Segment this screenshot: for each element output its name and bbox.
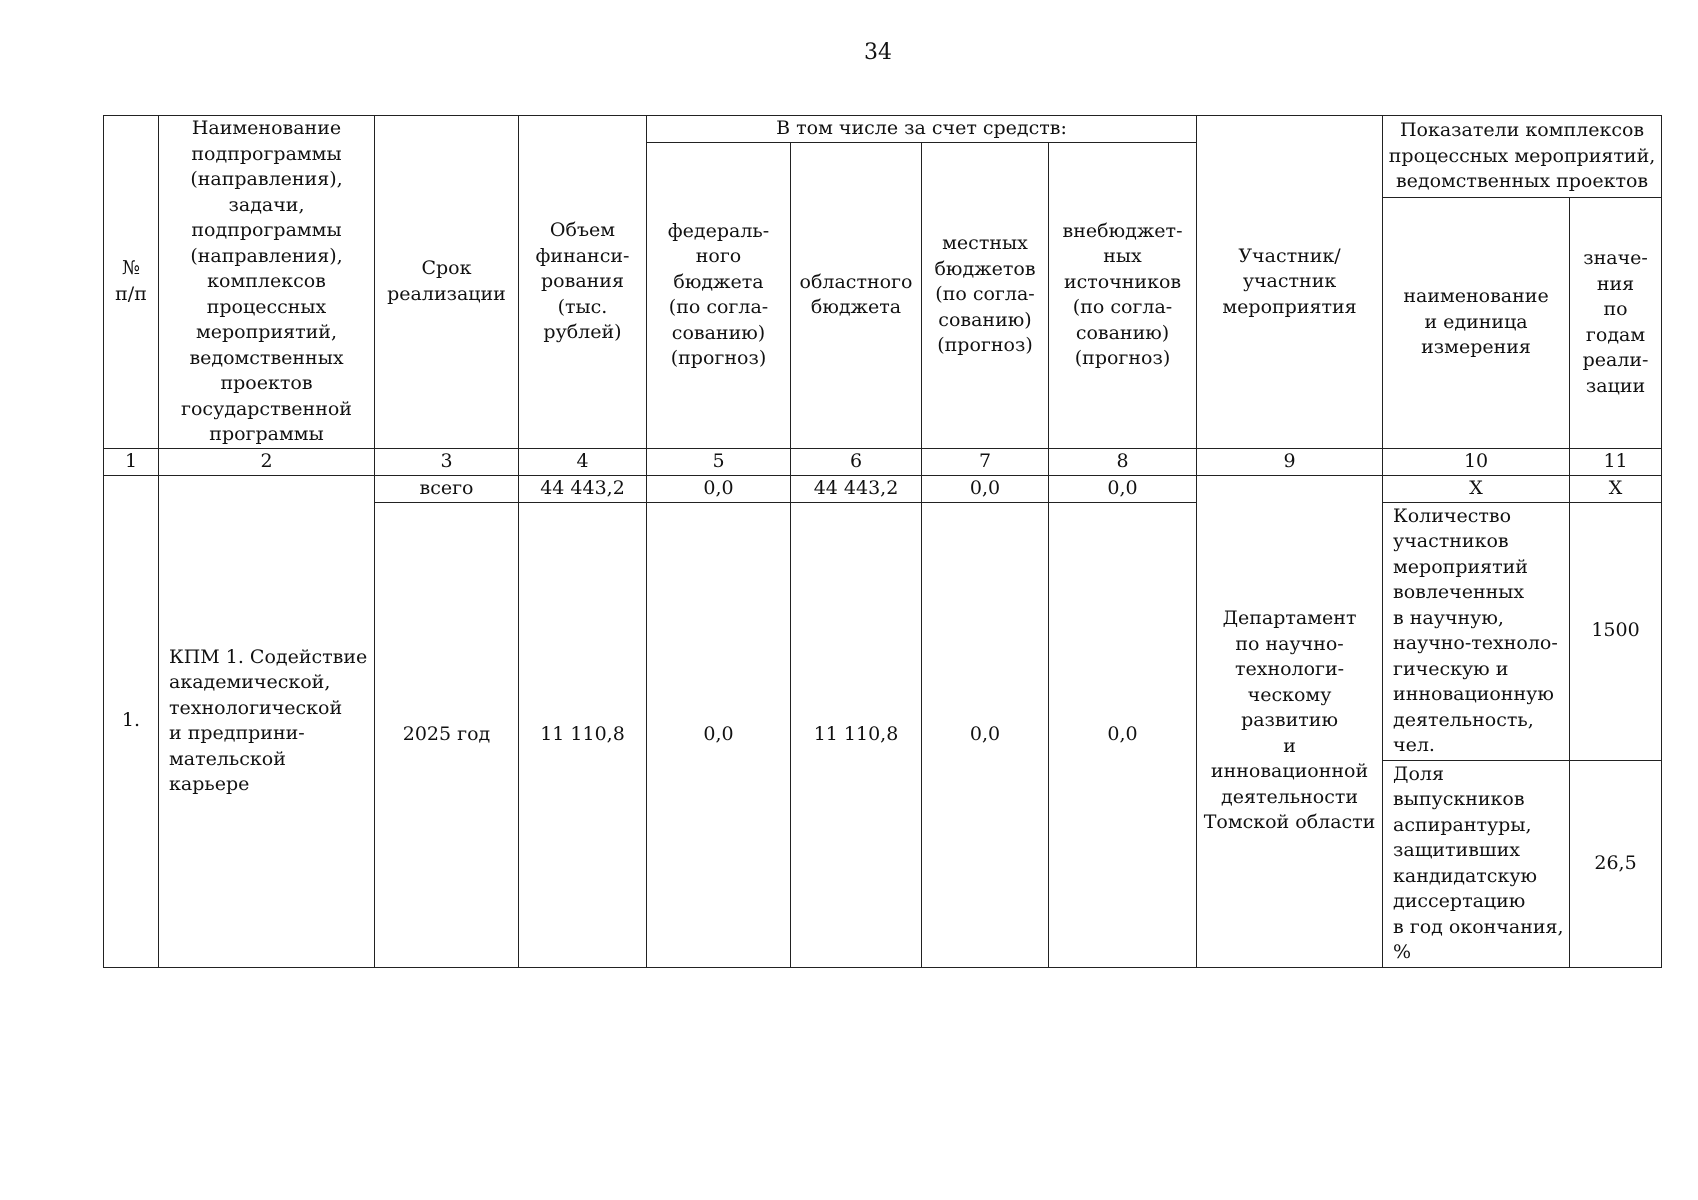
header-funding-group: В том числе за счет средств: <box>647 116 1197 143</box>
column-number: 3 <box>375 448 519 475</box>
column-number: 10 <box>1383 448 1570 475</box>
total-term: всего <box>375 475 519 502</box>
header-local: местных бюджетов (по согла- сованию) (прогноз) <box>922 142 1049 448</box>
total-indicator-value: Х <box>1570 475 1662 502</box>
header-row-1 <box>104 116 1662 143</box>
header-indicators-group: Показатели комплексов процессных мероприятий, ведомственных проектов <box>1383 116 1662 198</box>
indicator-name: Количество участников мероприятий вовлеченных в научную, научно-техноло- гическую и инновационную деятельность, чел. <box>1383 502 1570 760</box>
column-number-row <box>104 448 1662 475</box>
year-federal: 0,0 <box>647 502 791 967</box>
header-volume: Объем финанси- рования (тыс. рублей) <box>519 116 647 449</box>
program-table <box>103 115 1662 968</box>
total-local: 0,0 <box>922 475 1049 502</box>
total-extra: 0,0 <box>1049 475 1197 502</box>
year-volume: 11 110,8 <box>519 502 647 967</box>
total-federal: 0,0 <box>647 475 791 502</box>
total-volume: 44 443,2 <box>519 475 647 502</box>
column-number: 2 <box>159 448 375 475</box>
header-extra: внебюджет- ных источников (по согла- сованию) (прогноз) <box>1049 142 1197 448</box>
row-name: КПМ 1. Содействие академической, технологической и предприни- мательской карьере <box>159 475 375 967</box>
header-number: № п/п <box>104 116 159 449</box>
column-number: 5 <box>647 448 791 475</box>
column-number: 8 <box>1049 448 1197 475</box>
column-number: 7 <box>922 448 1049 475</box>
year-term: 2025 год <box>375 502 519 967</box>
column-number: 4 <box>519 448 647 475</box>
header-term: Срок реализации <box>375 116 519 449</box>
year-extra: 0,0 <box>1049 502 1197 967</box>
indicator-value: 1500 <box>1570 502 1662 760</box>
header-indicator-name: наименование и единица измерения <box>1383 197 1570 448</box>
total-indicator-name: Х <box>1383 475 1570 502</box>
total-regional: 44 443,2 <box>791 475 922 502</box>
indicator-value: 26,5 <box>1570 760 1662 967</box>
column-number: 11 <box>1570 448 1662 475</box>
table-row-total <box>104 475 1662 502</box>
year-regional: 11 110,8 <box>791 502 922 967</box>
header-federal: федераль- ного бюджета (по согла- сованию) (прогноз) <box>647 142 791 448</box>
column-number: 1 <box>104 448 159 475</box>
page-number: 34 <box>864 40 892 65</box>
year-local: 0,0 <box>922 502 1049 967</box>
column-number: 9 <box>1197 448 1383 475</box>
row-participant: Департамент по научно- технологи- ческому развитию и инновационной деятельности Томской области <box>1197 475 1383 967</box>
header-indicator-values: значе- ния по годам реали- зации <box>1570 197 1662 448</box>
indicator-name: Доля выпускников аспирантуры, защитивших кандидатскую диссертацию в год окончания, % <box>1383 760 1570 967</box>
header-regional: областного бюджета <box>791 142 922 448</box>
column-number: 6 <box>791 448 922 475</box>
row-number: 1. <box>104 475 159 967</box>
header-name: Наименование подпрограммы (направления), задачи, подпрограммы (направления), комплексов процессных мероприятий, ведомственных проектов государственной программы <box>159 116 375 449</box>
header-participant: Участник/ участник мероприятия <box>1197 116 1383 449</box>
